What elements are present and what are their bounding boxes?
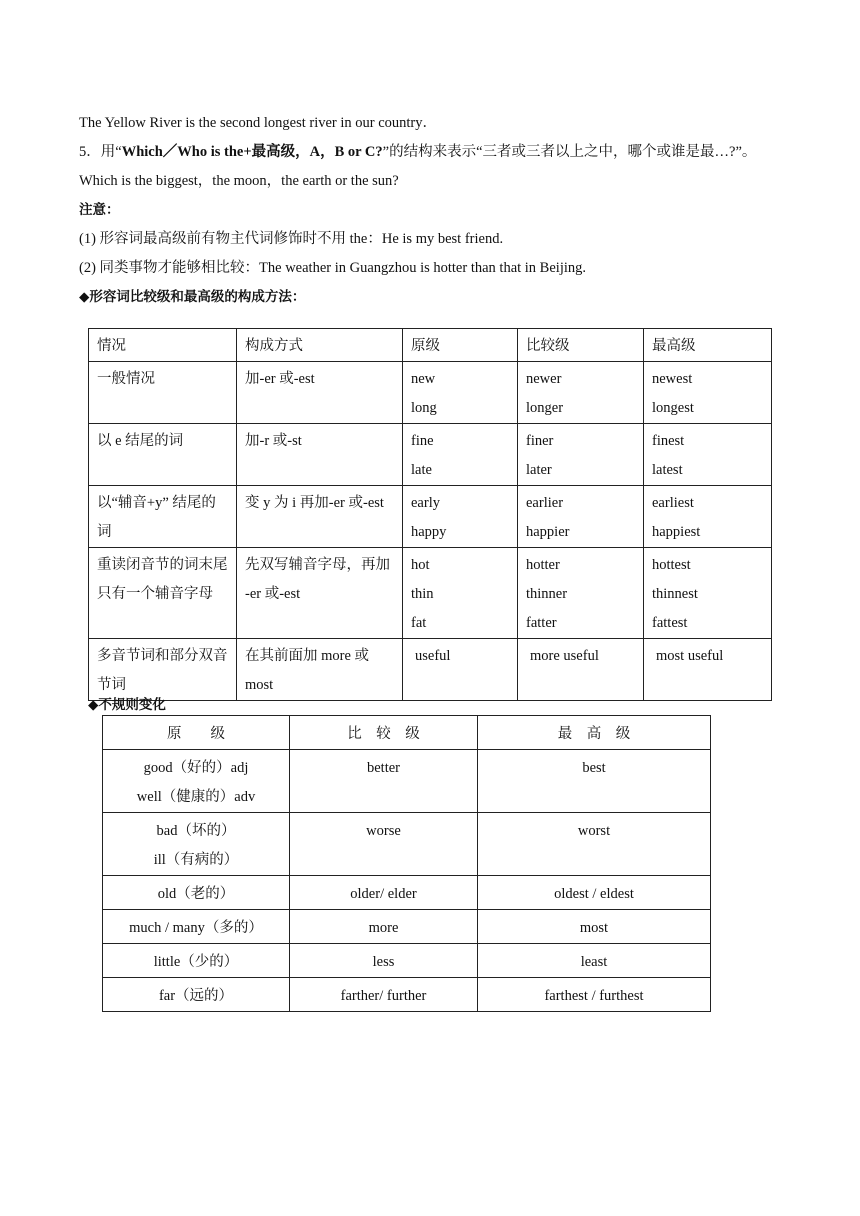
header-cell: 情况 <box>89 329 237 362</box>
table-row <box>89 424 772 486</box>
positive-cell: useful <box>403 639 518 701</box>
comparative-cell: finer later <box>518 424 644 486</box>
positive-cell: far（远的） <box>103 978 290 1012</box>
comparative-cell: more useful <box>518 639 644 701</box>
example-yellow-river: The Yellow River is the second longest river in our country． <box>79 115 438 131</box>
table-row <box>103 944 711 978</box>
positive-cell: little（少的） <box>103 944 290 978</box>
table-row <box>89 362 772 424</box>
method-cell: 变 y 为 i 再加-er 或-est <box>237 486 403 548</box>
formation-table-header <box>89 329 772 362</box>
note-2: (2) 同类事物才能够相比较：The weather in Guangzhou is hotter than that in Beijing. <box>79 260 587 276</box>
positive-cell: hot thin fat <box>403 548 518 639</box>
superlative-cell: best <box>478 750 711 813</box>
comparative-cell: hotter thinner fatter <box>518 548 644 639</box>
positive-cell: new long <box>403 362 518 424</box>
method-cell: 加-r 或-st <box>237 424 403 486</box>
comparative-cell: newer longer <box>518 362 644 424</box>
superlative-cell: finest latest <box>644 424 772 486</box>
formation-table <box>88 328 772 701</box>
rule-5-suffix: ”的结构来表示“三者或三者以上之中，哪个或谁是最…?”。 <box>382 144 757 160</box>
superlative-cell: most useful <box>644 639 772 701</box>
situation-cell: 以“辅音+y” 结尾的 词 <box>89 486 237 548</box>
method-cell: 先双写辅音字母，再加 -er 或-est <box>237 548 403 639</box>
situation-cell: 一般情况 <box>89 362 237 424</box>
positive-cell: bad（坏的） ill（有病的） <box>103 813 290 876</box>
note-heading: 注意： <box>79 202 120 218</box>
positive-cell: old（老的） <box>103 876 290 910</box>
table-row <box>103 750 711 813</box>
comparative-cell: better <box>290 750 478 813</box>
situation-cell: 多音节词和部分双音 节词 <box>89 639 237 701</box>
table-row <box>103 813 711 876</box>
superlative-cell: least <box>478 944 711 978</box>
comparative-cell: farther/ further <box>290 978 478 1012</box>
superlative-cell: oldest / eldest <box>478 876 711 910</box>
table-row <box>103 876 711 910</box>
header-cell: 最 高 级 <box>478 716 711 750</box>
positive-cell: fine late <box>403 424 518 486</box>
irregular-table-header <box>103 716 711 750</box>
positive-cell: early happy <box>403 486 518 548</box>
superlative-cell: earliest happiest <box>644 486 772 548</box>
superlative-cell: farthest / furthest <box>478 978 711 1012</box>
superlative-cell: most <box>478 910 711 944</box>
formation-heading: ◆形容词比较级和最高级的构成方法： <box>79 289 306 305</box>
header-cell: 比较级 <box>518 329 644 362</box>
situation-cell: 以 e 结尾的词 <box>89 424 237 486</box>
example-biggest: Which is the biggest，the moon，the earth or the sun? <box>79 173 399 189</box>
positive-cell: good（好的）adj well（健康的）adv <box>103 750 290 813</box>
comparative-cell: less <box>290 944 478 978</box>
note-1: (1) 形容词最高级前有物主代词修饰时不用 the：He is my best friend. <box>79 231 504 247</box>
header-cell: 构成方式 <box>237 329 403 362</box>
table-row <box>89 639 772 701</box>
positive-cell: much / many（多的） <box>103 910 290 944</box>
method-cell: 在其前面加 more 或 most <box>237 639 403 701</box>
table-row <box>89 486 772 548</box>
rule-5-prefix: 5．用“ <box>79 144 122 160</box>
irregular-table <box>102 715 711 1012</box>
comparative-cell: older/ elder <box>290 876 478 910</box>
superlative-cell: hottest thinnest fattest <box>644 548 772 639</box>
header-cell: 比 较 级 <box>290 716 478 750</box>
comparative-cell: earlier happier <box>518 486 644 548</box>
table-row <box>103 910 711 944</box>
irregular-heading: ◆不规则变化 <box>88 697 166 713</box>
comparative-cell: worse <box>290 813 478 876</box>
superlative-cell: newest longest <box>644 362 772 424</box>
rule-5-pattern: Which／Who is the+最高级，A，B or C? <box>121 144 383 160</box>
table-row <box>103 978 711 1012</box>
rule-5 <box>79 142 756 162</box>
header-cell: 最高级 <box>644 329 772 362</box>
header-cell: 原级 <box>403 329 518 362</box>
superlative-cell: worst <box>478 813 711 876</box>
table-row <box>89 548 772 639</box>
comparative-cell: more <box>290 910 478 944</box>
method-cell: 加-er 或-est <box>237 362 403 424</box>
situation-cell: 重读闭音节的词末尾 只有一个辅音字母 <box>89 548 237 639</box>
header-cell: 原 级 <box>103 716 290 750</box>
